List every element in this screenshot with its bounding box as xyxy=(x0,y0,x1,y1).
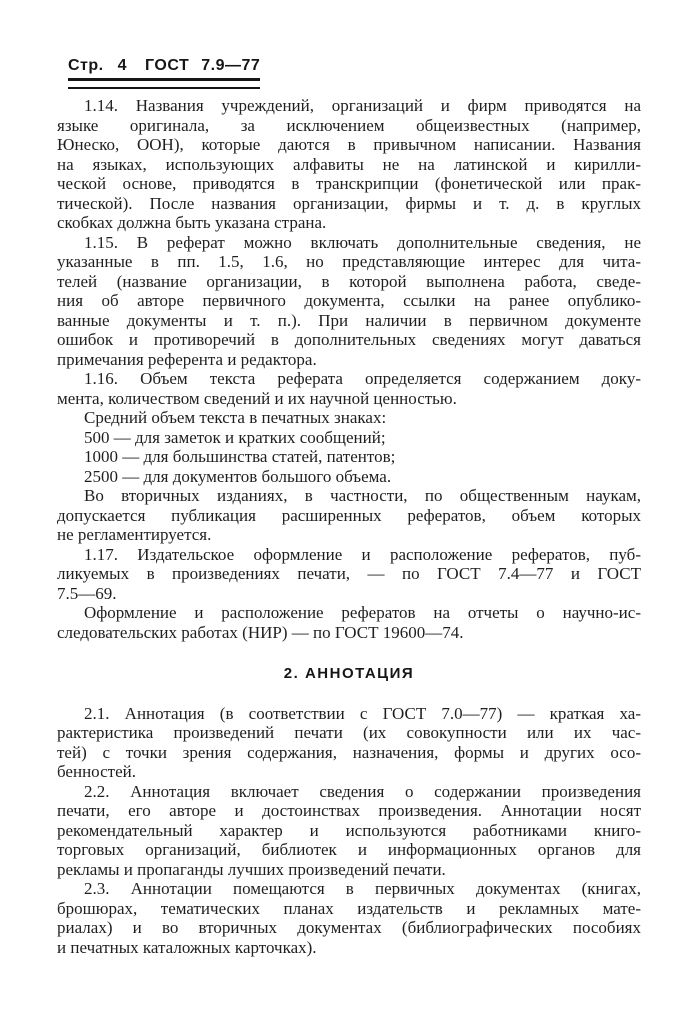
text-row xyxy=(57,408,641,428)
text-line: Юнеско, ООН), которые даются в привычном написании. Названия xyxy=(57,135,641,154)
text-line: не регламентируется. xyxy=(57,525,212,544)
text-line: рекомендательный характер и используются работниками книго- xyxy=(57,820,641,840)
text-line: 1.17. Издательское оформление и расположение рефератов, пуб- xyxy=(84,544,641,564)
text-line: примечания референта и редактора. xyxy=(57,349,317,369)
text-row xyxy=(57,467,641,487)
paragraph xyxy=(57,704,641,782)
text-line: ошибок и противоречий в дополнительных сведениях могут даваться xyxy=(57,330,641,349)
text-line: риалах) и во вторичных документах (библиографических пособиях xyxy=(57,918,641,937)
text-line: ванные документы и т. п.). При наличии в первичном документе xyxy=(57,310,641,330)
text-line: 1.14. Названия учреждений, организаций и фирм приводятся на xyxy=(84,96,641,115)
standard-number: 7.9—77 xyxy=(201,57,261,74)
text-line: языке оригинала, за исключением общеизвестных (например, xyxy=(57,115,641,135)
document-body xyxy=(57,96,641,957)
section-heading: 2. АННОТАЦИЯ xyxy=(283,665,415,682)
paragraph xyxy=(57,782,641,880)
paragraph xyxy=(57,369,641,408)
paragraph xyxy=(57,603,641,642)
text-line: 500 — для заметок и кратких сообщений; xyxy=(84,427,386,447)
page-header xyxy=(68,57,260,89)
text-row xyxy=(57,428,641,448)
text-line: 2.2. Аннотация включает сведения о содержании произведения xyxy=(84,781,641,801)
text-line: 2500 — для документов большого объема. xyxy=(84,466,392,486)
text-line: ческой основе, приводятся в транскрипции (фонетической или прак- xyxy=(57,174,641,193)
text-line: Оформление и расположение рефератов на отчеты о научно-ис- xyxy=(84,603,641,622)
text-row xyxy=(57,447,641,467)
text-line: 2.3. Аннотации помещаются в первичных документах (книгах, xyxy=(84,879,641,898)
standard-name: ГОСТ xyxy=(145,57,190,74)
text-line: печати, его авторе и достоинствах произведения. Аннотации носят xyxy=(57,801,641,820)
text-line: бенностей. xyxy=(57,762,136,781)
text-line: брошюрах, тематических планах издательств и рекламных мате- xyxy=(57,898,641,918)
text-line: на языках, использующих алфавиты не на латинской и кирилли- xyxy=(57,154,641,174)
text-line: торговых организаций, библиотек и информационных органов для xyxy=(57,840,641,859)
text-line: мента, количеством сведений и их научной ценностью. xyxy=(57,388,457,408)
paragraph xyxy=(57,486,641,545)
text-line: Средний объем текста в печатных знаках: xyxy=(84,408,387,427)
page-label: Стр. xyxy=(68,57,104,74)
text-line: ликуемых в произведениях печати, — по ГОСТ 7.4—77 и ГОСТ xyxy=(57,564,641,583)
text-line: указанные в пп. 1.5, 1.6, но представляющие интерес для чита- xyxy=(57,252,641,271)
text-line: 1.16. Объем текста реферата определяется содержанием доку- xyxy=(84,369,641,388)
text-line: Во вторичных изданиях, в частности, по общественным наукам, xyxy=(84,486,641,505)
text-line: ния об авторе первичного документа, ссылки на ранее опублико- xyxy=(57,291,641,310)
text-line: допускается публикация расширенных рефератов, объем которых xyxy=(57,505,641,525)
text-line: следовательских работах (НИР) — по ГОСТ 19600—74. xyxy=(57,622,464,642)
text-line: рекламы и пропаганды лучших произведений печати. xyxy=(57,859,446,879)
text-line: и печатных каталожных карточках). xyxy=(57,937,317,957)
text-line: 1.15. В реферат можно включать дополнительные сведения, не xyxy=(84,232,641,252)
text-line: 2.1. Аннотация (в соответствии с ГОСТ 7.0—77) — краткая ха- xyxy=(84,703,641,723)
text-line: тической). После названия организации, фирмы и т. д. в круглых xyxy=(57,193,641,213)
paragraph xyxy=(57,545,641,604)
text-line: тей) с точки зрения содержания, назначения, формы и других осо- xyxy=(57,742,641,762)
header-rule xyxy=(68,78,260,89)
text-line: рактеристика произведений печати (их совокупности или их час- xyxy=(57,723,641,742)
text-line: скобках должна быть указана страна. xyxy=(57,213,327,232)
paragraph xyxy=(57,879,641,957)
text-line: 7.5—69. xyxy=(57,583,117,603)
paragraph xyxy=(57,233,641,370)
text-line: телей (название организации, в которой выполнена работа, сведе- xyxy=(57,271,641,291)
paragraph xyxy=(57,96,641,233)
text-line: 1000 — для большинства статей, патентов; xyxy=(84,447,396,466)
page-number: 4 xyxy=(117,57,128,74)
